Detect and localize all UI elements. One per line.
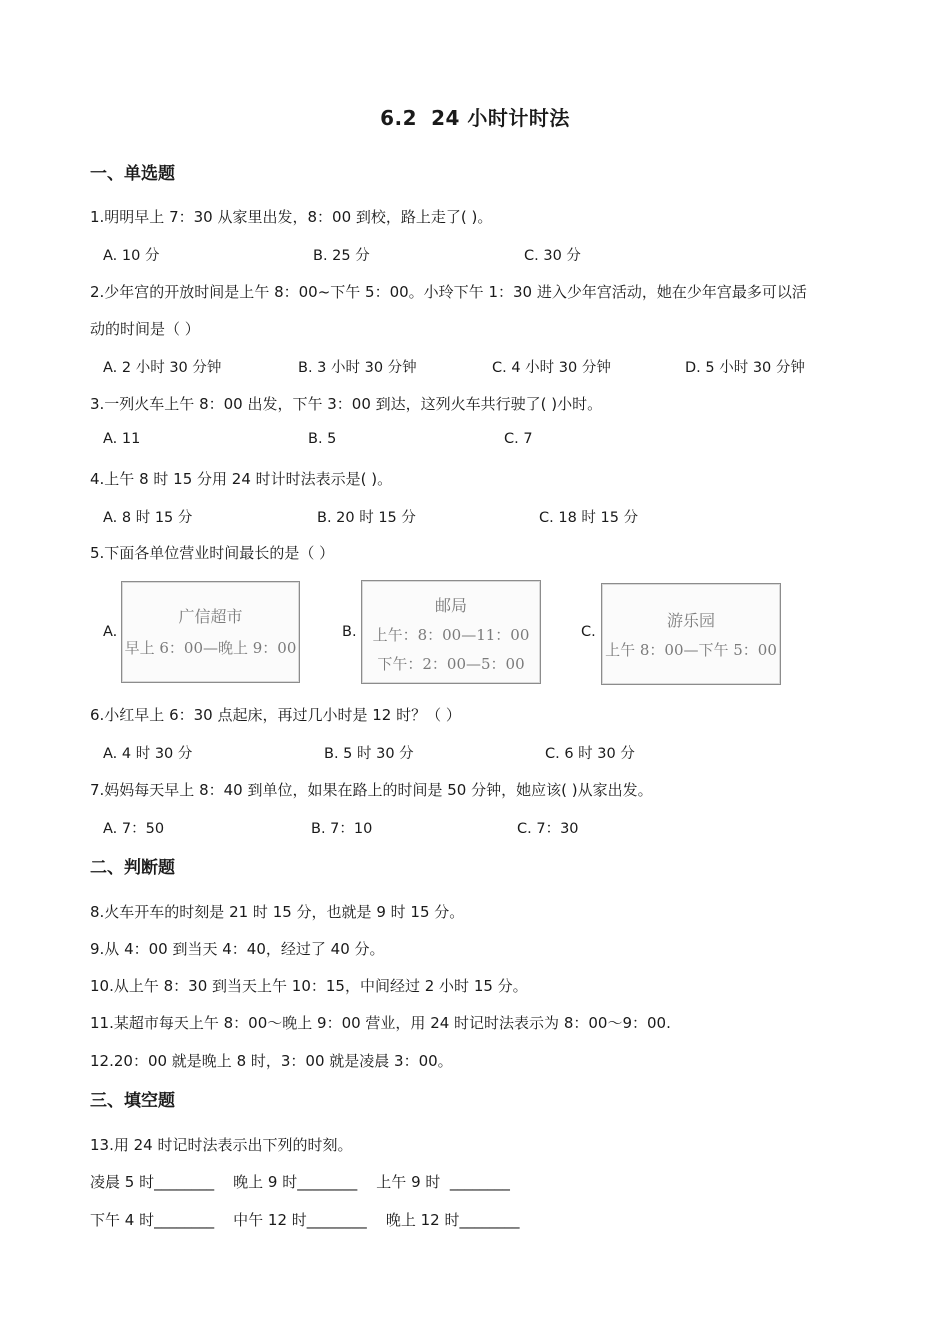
question-8: 8.火车开车的时刻是 21 时 15 分，也就是 9 时 15 分。: [90, 903, 465, 921]
q2-option-d: D. 5 小时 30 分钟: [685, 360, 805, 376]
q6-option-c: C. 6 时 30 分: [545, 746, 635, 762]
sign-amusement-park-hours: 上午 8：00—下午 5：00: [605, 641, 777, 659]
q3-option-c: C. 7: [504, 431, 533, 447]
section-heading-single-choice: 一、单选题: [90, 164, 175, 184]
q4-option-a: A. 8 时 15 分: [103, 510, 193, 526]
q2-option-a: A. 2 小时 30 分钟: [103, 360, 222, 376]
question-7: 7.妈妈每天早上 8：40 到单位，如果在路上的时间是 50 分钟，她应该( )从家出发。: [90, 781, 653, 799]
sign-amusement-park-name: 游乐园: [666, 611, 715, 630]
q1-option-b: B. 25 分: [313, 248, 370, 264]
section-heading-true-false: 二、判断题: [90, 858, 175, 878]
sign-supermarket-hours: 早上 6：00—晚上 9：00: [124, 639, 297, 657]
q1-option-a: A. 10 分: [103, 248, 160, 264]
q13-blank-row-2[interactable]: 下午 4 时________ 中午 12 时________ 晚上 12 时________: [90, 1211, 520, 1229]
q5-sign-post-office: [361, 580, 541, 684]
question-2-line-1: 2.少年宫的开放时间是上午 8：00~下午 5：00。小玲下午 1：30 进入少年宫活动，她在少年宫最多可以活: [90, 283, 807, 301]
q5-option-b-label: B.: [342, 624, 357, 640]
question-1: 1.明明早上 7：30 从家里出发，8：00 到校，路上走了( )。: [90, 208, 493, 226]
q5-option-a-label: A.: [103, 624, 118, 640]
q1-option-c: C. 30 分: [524, 248, 581, 264]
question-2-line-2: 动的时间是（ ）: [90, 320, 200, 338]
sign-supermarket-name: 广信超市: [178, 607, 243, 626]
question-12: 12.20：00 就是晚上 8 时，3：00 就是凌晨 3：00。: [90, 1052, 453, 1070]
q5-option-c-label: C.: [581, 624, 596, 640]
q4-option-b: B. 20 时 15 分: [317, 510, 416, 526]
q7-option-b: B. 7：10: [311, 821, 373, 837]
section-heading-fill-blank: 三、填空题: [90, 1091, 175, 1111]
question-6: 6.小红早上 6：30 点起床，再过几小时是 12 时？（ ）: [90, 706, 461, 724]
sign-post-office-name: 邮局: [434, 596, 467, 615]
q7-option-a: A. 7：50: [103, 821, 165, 837]
q5-sign-supermarket: [121, 581, 300, 683]
q5-sign-amusement-park: [601, 583, 781, 685]
q13-blank-row-1[interactable]: 凌晨 5 时________ 晚上 9 时________ 上午 9 时 ________: [90, 1173, 510, 1191]
title-number: 6.2: [380, 106, 418, 130]
q3-option-b: B. 5: [308, 431, 337, 447]
q7-option-c: C. 7：30: [517, 821, 579, 837]
title-text: 24 小时计时法: [431, 106, 570, 130]
sign-post-office-hours-afternoon: 下午：2：00—5：00: [377, 655, 525, 673]
question-5: 5.下面各单位营业时间最长的是（ ）: [90, 544, 335, 562]
q6-option-b: B. 5 时 30 分: [324, 746, 414, 762]
q4-option-c: C. 18 时 15 分: [539, 510, 639, 526]
page-title: [0, 102, 950, 131]
q2-option-b: B. 3 小时 30 分钟: [298, 360, 417, 376]
question-9: 9.从 4：00 到当天 4：40，经过了 40 分。: [90, 940, 385, 958]
question-13: 13.用 24 时记时法表示出下列的时刻。: [90, 1136, 353, 1154]
q3-option-a: A. 11: [103, 431, 141, 447]
q2-option-c: C. 4 小时 30 分钟: [492, 360, 611, 376]
question-4: 4.上午 8 时 15 分用 24 时计时法表示是( )。: [90, 470, 393, 488]
sign-post-office-hours-morning: 上午：8：00—11：00: [372, 626, 530, 644]
question-3: 3.一列火车上午 8：00 出发，下午 3：00 到达，这列火车共行驶了( )小时。: [90, 395, 603, 413]
q6-option-a: A. 4 时 30 分: [103, 746, 193, 762]
question-11: 11.某超市每天上午 8：00～晚上 9：00 营业，用 24 时记时法表示为 8：00～9：00.: [90, 1014, 671, 1032]
question-10: 10.从上午 8：30 到当天上午 10：15，中间经过 2 小时 15 分。: [90, 977, 528, 995]
